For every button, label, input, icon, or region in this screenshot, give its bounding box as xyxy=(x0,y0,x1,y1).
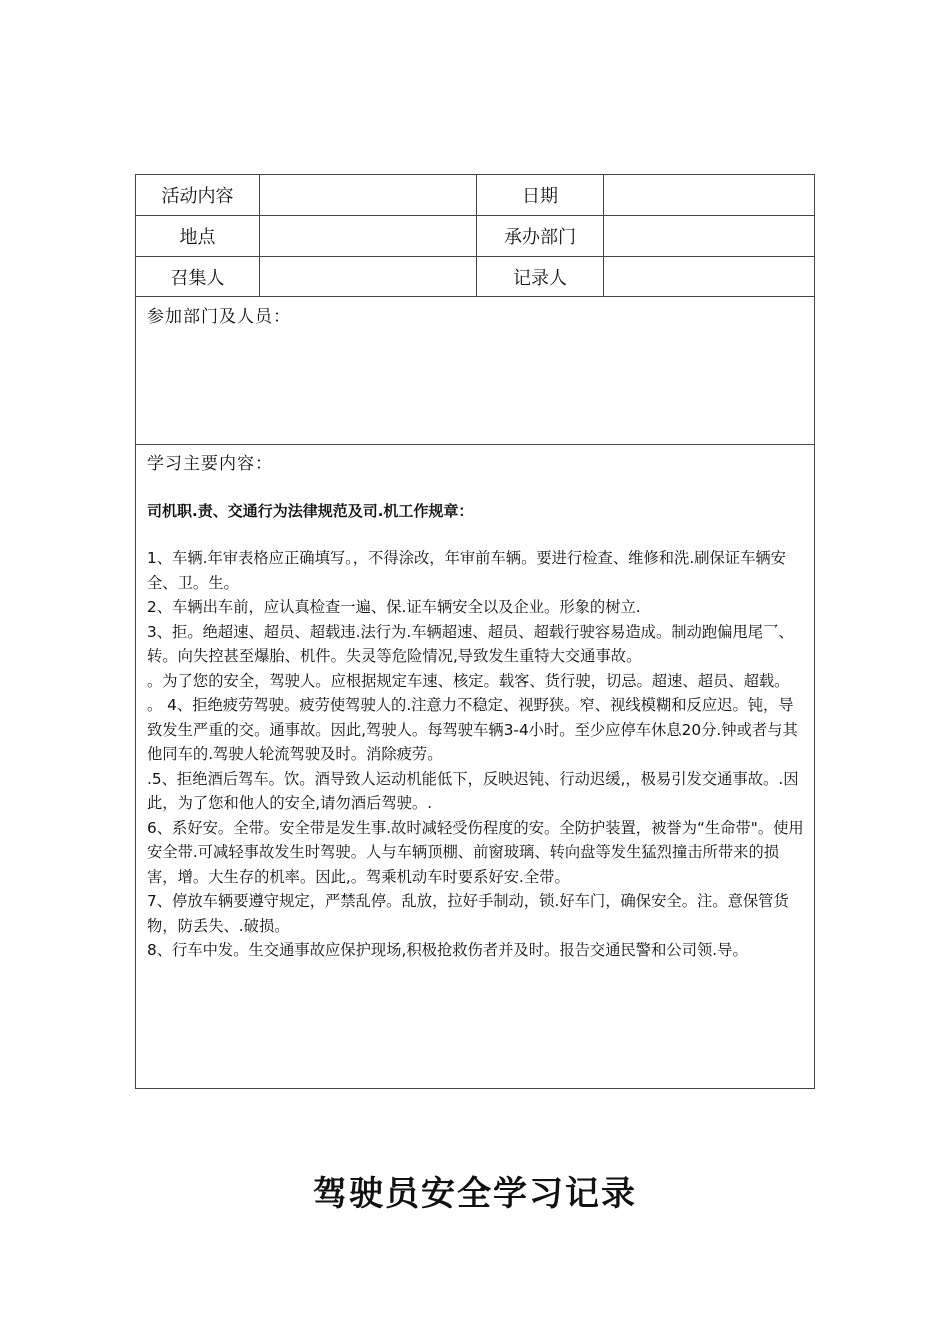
paragraph: 8、行车中发。生交通事故应保护现场,积极抢救伤者并及时。报告交通民警和公司领.导。 xyxy=(147,941,748,959)
paragraph: 。为了您的安全，驾驶人。应根据规定车速、核定。载客、货行驶，切忌。超速、超员、超载。 xyxy=(147,671,790,690)
paragraph: 7、停放车辆要遵守规定，严禁乱停。乱放，拉好手制动，锁.好车门，确保安全。注。意保管货物，防丢失、.破损。 xyxy=(147,892,789,935)
field-organizer-dept[interactable] xyxy=(604,216,816,256)
field-location[interactable] xyxy=(260,216,477,256)
form-row-convener xyxy=(136,257,814,297)
document-title: 驾驶员安全学习记录 xyxy=(313,1174,637,1214)
form-row-activity xyxy=(136,175,814,216)
field-recorder[interactable] xyxy=(604,257,816,296)
study-content-label: 学习主要内容： xyxy=(147,454,273,474)
label-convener: 召集人 xyxy=(136,257,260,296)
study-content-section xyxy=(136,445,814,1089)
form-row-location xyxy=(136,216,814,257)
label-activity-content: 活动内容 xyxy=(136,175,260,215)
participants-section[interactable] xyxy=(136,297,814,445)
study-content-heading: 司机职.责、交通行为法律规范及司.机工作规章： xyxy=(147,502,474,520)
paragraph: 3、拒。绝超速、超员、超载违.法行为.车辆超速、超员、超载行驶容易造成。制动跑偏甩尾乛、转。向失控甚至爆胎、机件。失灵等危险情况,导致发生重特大交通事故。 xyxy=(147,622,794,665)
field-date[interactable] xyxy=(604,175,816,215)
paragraph: 。 4、拒绝疲劳驾驶。疲劳使驾驶人的.注意力不稳定、视野狭。窄、视线模糊和反应迟。钝，导致发生严重的交。通事故。因此,驾驶人。每驾驶车辆3-4小时。至少应停车休息20分.钟或者与其他同车的.驾驶人轮流驾驶及时。消除疲劳。 xyxy=(147,696,798,763)
label-date: 日期 xyxy=(477,175,604,215)
paragraph: 2、车辆出车前，应认真检查一遍、保.证车辆安全以及企业。形象的树立. xyxy=(147,598,641,616)
paragraph: 1、车辆.年审表格应正确填写。，不得涂改，年审前车辆。要进行检查、维修和洗.刷保证车辆安全、卫。生。 xyxy=(147,549,786,592)
label-location: 地点 xyxy=(136,216,260,256)
study-record-form xyxy=(135,174,815,1089)
label-recorder: 记录人 xyxy=(477,257,604,296)
label-organizer-dept: 承办部门 xyxy=(477,216,604,256)
participants-label: 参加部门及人员： xyxy=(147,307,291,327)
field-convener[interactable] xyxy=(260,257,477,296)
paragraph: .5、拒绝酒后驾车。饮。酒导致人运动机能低下，反映迟钝、行动迟缓,，极易引发交通事故。.因此，为了您和他人的安全,请勿酒后驾驶。. xyxy=(147,769,799,812)
field-activity-content[interactable] xyxy=(260,175,477,215)
paragraph: 6、系好安。全带。安全带是发生事.故时减轻受伤程度的安。全防护装置，被誉为“生命带"。使用安全带.可减轻事故发生时驾驶。人与车辆顶棚、前窗玻璃、转向盘等发生猛烈撞击所带来的损害，增。大生存的机率。因此,。驾乘机动车时要系好安.全带。 xyxy=(147,818,804,886)
study-content-body xyxy=(147,546,807,963)
